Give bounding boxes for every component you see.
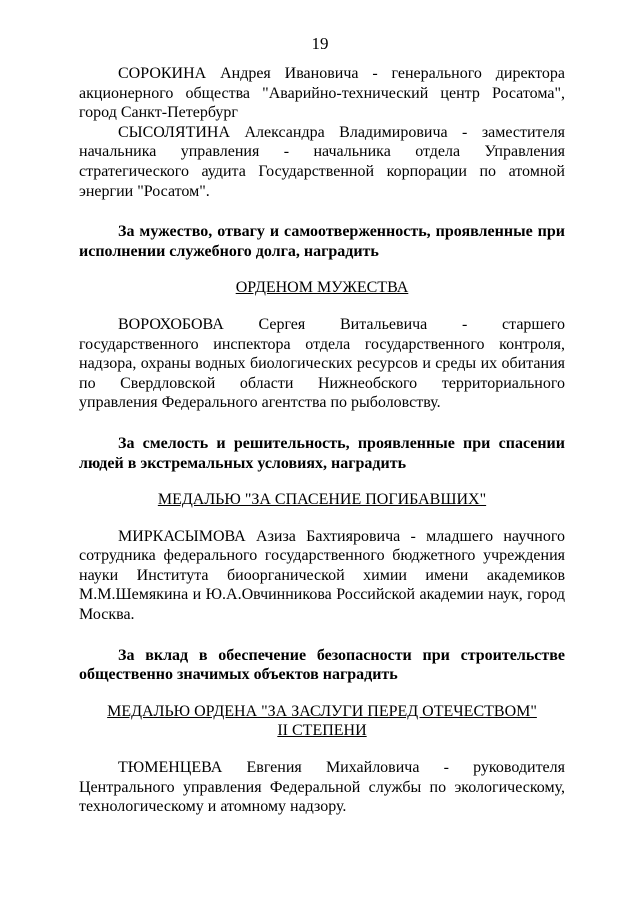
award-heading-order-of-courage: ОРДЕНОМ МУЖЕСТВА xyxy=(235,279,409,297)
award-intro-courage: За мужество, отвагу и самоотверженность, проявленные при исполнении служебного долга, наградить xyxy=(79,223,565,260)
award-paragraph-mirkasymov: МИРКАСЫМОВА Азиза Бахтияровича - младшего научного сотрудника федерального государственного бюджетного учреждения науки Института биоорганической химии имени академиков М.М.Шемякина и Ю.А.Овчинникова Российской академии наук, город Москва. xyxy=(79,527,565,624)
award-paragraph-vorokhobov: ВОРОХОБОВА Сергея Витальевича - старшего государственного инспектора отдела государственного контроля, надзора, охраны водных биологических ресурсов и среды их обитания по Свердловской области Нижнеобского территориального управления Федерального агентства по рыболовству. xyxy=(79,315,565,412)
document-body xyxy=(79,58,565,817)
award-paragraph-tyumentsev: ТЮМЕНЦЕВА Евгения Михайловича - руководителя Центрального управления Федеральной службы по экологическому, технологическому и атомному надзору. xyxy=(79,759,565,816)
award-heading-medal-merit-line2: II СТЕПЕНИ xyxy=(277,722,367,740)
award-intro-rescue: За смелость и решительность, проявленные при спасении людей в экстремальных условиях, наградить xyxy=(79,434,565,472)
award-heading-medal-rescue: МЕДАЛЬЮ "ЗА СПАСЕНИЕ ПОГИБАВШИХ" xyxy=(157,491,487,509)
award-paragraph-sysolyatin: СЫСОЛЯТИНА Александра Владимировича - заместителя начальника управления - начальника отдела Управления стратегического аудита Государственной корпорации по атомной энергии "Росатом". xyxy=(79,123,565,200)
award-paragraph-sorokin: СОРОКИНА Андрея Ивановича - генерального директора акционерного общества "Аварийно-технический центр Росатома", город Санкт-Петербург xyxy=(79,65,565,122)
award-intro-construction: За вклад в обеспечение безопасности при строительстве общественно значимых объектов наградить xyxy=(79,646,565,684)
award-heading-medal-merit-line1: МЕДАЛЬЮ ОРДЕНА "ЗА ЗАСЛУГИ ПЕРЕД ОТЕЧЕСТВОМ" xyxy=(107,702,537,720)
page-number: 19 xyxy=(311,34,329,53)
